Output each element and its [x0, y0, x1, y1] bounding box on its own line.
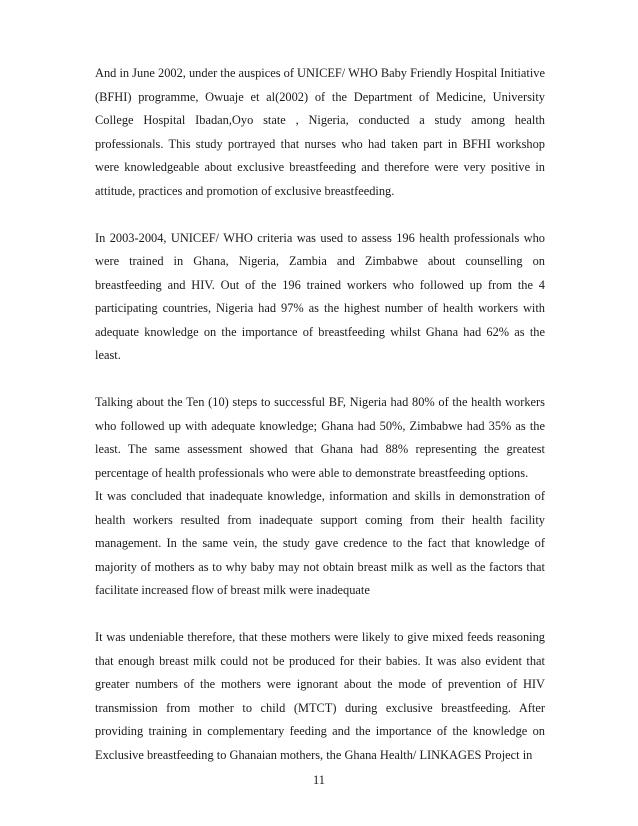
paragraph-mixed-feeds: It was undeniable therefore, that these mothers were likely to give mixed feeds reasoning that enough breast milk could not be produced for their babies. It was also evident that greater numbers of the mothers were ignorant about the mode of prevention of HIV transmission from mother to child (MTCT) during exclusive breastfeeding. After providing training in complementary feeding and the importance of the knowledge on Exclusive breastfeeding to Ghanaian mothers, the Ghana Health/ LINKAGES Project in — [95, 630, 545, 762]
body-text — [95, 62, 545, 767]
page-number: 11 — [313, 773, 325, 787]
paragraph-bfhi-study: And in June 2002, under the auspices of UNICEF/ WHO Baby Friendly Hospital Initiative (BFHI) programme, Owuaje et al(2002) of the Department of Medicine, University College Hospital Ibadan,Oyo state , Nigeria, conducted a study among health professionals. This study portrayed that nurses who had taken part in BFHI workshop were knowledgeable about exclusive breastfeeding and therefore were very positive in attitude, practices and promotion of exclusive breastfeeding. — [95, 66, 545, 198]
paragraph-ten-steps: Talking about the Ten (10) steps to successful BF, Nigeria had 80% of the health workers who followed up with adequate knowledge; Ghana had 50%, Zimbabwe had 35% as the least. The same assessment showed that Ghana had 88% representing the greatest percentage of health professionals who were able to demonstrate breastfeeding options. — [95, 395, 545, 480]
paragraph-conclusion: It was concluded that inadequate knowledge, information and skills in demonstration of health workers resulted from inadequate support coming from their health facility management. In the same vein, the study gave credence to the fact that knowledge of majority of mothers as to why baby may not obtain breast milk as well as the factors that facilitate increased flow of breast milk were inadequate — [95, 489, 545, 597]
paragraph-unicef-assessment: In 2003-2004, UNICEF/ WHO criteria was used to assess 196 health professionals who were trained in Ghana, Nigeria, Zambia and Zimbabwe about counselling on breastfeeding and HIV. Out of the 196 trained workers who followed up from the 4 participating countries, Nigeria had 97% as the highest number of health workers with adequate knowledge on the importance of breastfeeding whilst Ghana had 62% as the least. — [95, 230, 545, 362]
